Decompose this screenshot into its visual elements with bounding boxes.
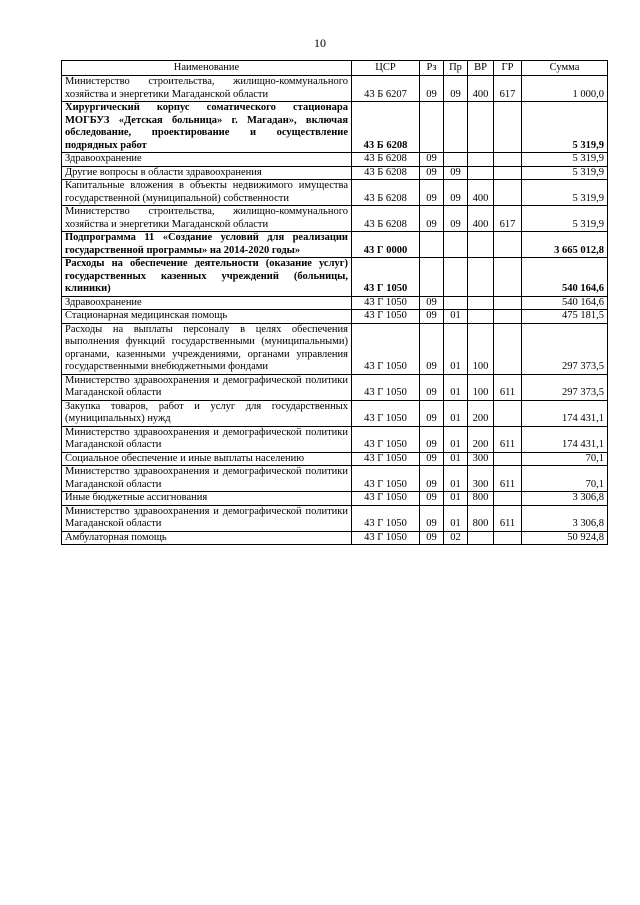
cell-name: Иные бюджетные ассигнования — [62, 492, 352, 506]
table-row — [62, 466, 608, 492]
cell-gr: 611 — [494, 374, 522, 400]
cell-sum: 70,1 — [522, 466, 608, 492]
cell-rz: 09 — [420, 180, 444, 206]
cell-pr: 01 — [444, 374, 468, 400]
header-csr: ЦСР — [352, 61, 420, 76]
cell-vr: 800 — [468, 492, 494, 506]
cell-sum: 5 319,9 — [522, 166, 608, 180]
cell-sum: 70,1 — [522, 452, 608, 466]
table-row — [62, 296, 608, 310]
table-header-row — [62, 61, 608, 76]
cell-gr — [494, 102, 522, 153]
cell-rz: 09 — [420, 492, 444, 506]
header-pr: Пр — [444, 61, 468, 76]
cell-name: Стационарная медицинская помощь — [62, 310, 352, 324]
cell-gr: 617 — [494, 76, 522, 102]
header-rz: Рз — [420, 61, 444, 76]
cell-name: Расходы на выплаты персоналу в целях обеспечения выполнения функций государственными (муниципальными) органами, казенными учреждениями, органами управления государственными внебюджетными фондами — [62, 323, 352, 374]
table-row — [62, 426, 608, 452]
page-number: 10 — [314, 36, 326, 50]
cell-sum: 5 319,9 — [522, 206, 608, 232]
cell-name: Министерство строительства, жилищно-коммунального хозяйства и энергетики Магаданской области — [62, 206, 352, 232]
cell-name: Хирургический корпус соматического стационара МОГБУЗ «Детская больница» г. Магадан», включая обследование, проектирование и осуществление подрядных работ — [62, 102, 352, 153]
cell-csr: 43 Г 1050 — [352, 374, 420, 400]
cell-vr — [468, 166, 494, 180]
cell-csr: 43 Г 1050 — [352, 296, 420, 310]
table-row — [62, 323, 608, 374]
cell-csr: 43 Г 1050 — [352, 258, 420, 297]
cell-csr: 43 Г 1050 — [352, 531, 420, 545]
cell-gr — [494, 232, 522, 258]
cell-rz: 09 — [420, 400, 444, 426]
cell-rz: 09 — [420, 76, 444, 102]
budget-table — [61, 60, 608, 545]
cell-vr: 200 — [468, 426, 494, 452]
cell-vr: 300 — [468, 466, 494, 492]
cell-csr: 43 Б 6208 — [352, 166, 420, 180]
cell-vr — [468, 310, 494, 324]
cell-name: Министерство строительства, жилищно-коммунального хозяйства и энергетики Магаданской области — [62, 76, 352, 102]
table-row — [62, 400, 608, 426]
cell-gr — [494, 531, 522, 545]
cell-sum: 5 319,9 — [522, 180, 608, 206]
table-body — [62, 76, 608, 545]
header-name: Наименование — [62, 61, 352, 76]
cell-csr: 43 Б 6208 — [352, 180, 420, 206]
cell-rz: 09 — [420, 426, 444, 452]
cell-pr — [444, 296, 468, 310]
cell-gr — [494, 153, 522, 167]
cell-vr — [468, 296, 494, 310]
cell-gr: 617 — [494, 206, 522, 232]
cell-gr — [494, 258, 522, 297]
cell-name: Социальное обеспечение и иные выплаты населению — [62, 452, 352, 466]
cell-csr: 43 Г 1050 — [352, 492, 420, 506]
cell-sum: 540 164,6 — [522, 258, 608, 297]
cell-vr: 100 — [468, 374, 494, 400]
cell-rz — [420, 258, 444, 297]
cell-name: Министерство здравоохранения и демографической политики Магаданской области — [62, 505, 352, 531]
cell-csr: 43 Г 1050 — [352, 466, 420, 492]
cell-csr: 43 Б 6208 — [352, 153, 420, 167]
cell-sum: 297 373,5 — [522, 323, 608, 374]
cell-vr: 400 — [468, 206, 494, 232]
cell-sum: 475 181,5 — [522, 310, 608, 324]
cell-name: Здравоохранение — [62, 296, 352, 310]
cell-csr: 43 Б 6207 — [352, 76, 420, 102]
cell-vr — [468, 531, 494, 545]
cell-pr — [444, 153, 468, 167]
cell-vr: 400 — [468, 180, 494, 206]
cell-csr: 43 Г 1050 — [352, 452, 420, 466]
cell-csr: 43 Г 1050 — [352, 310, 420, 324]
cell-sum: 3 306,8 — [522, 505, 608, 531]
cell-rz: 09 — [420, 374, 444, 400]
table-row — [62, 102, 608, 153]
table-row — [62, 180, 608, 206]
cell-sum: 540 164,6 — [522, 296, 608, 310]
header-sum: Сумма — [522, 61, 608, 76]
cell-sum: 174 431,1 — [522, 400, 608, 426]
cell-pr: 09 — [444, 206, 468, 232]
table-row — [62, 310, 608, 324]
cell-sum: 3 306,8 — [522, 492, 608, 506]
cell-rz: 09 — [420, 296, 444, 310]
cell-pr: 01 — [444, 466, 468, 492]
cell-vr — [468, 153, 494, 167]
cell-name: Министерство здравоохранения и демографической политики Магаданской области — [62, 466, 352, 492]
table-row — [62, 374, 608, 400]
cell-sum: 50 924,8 — [522, 531, 608, 545]
cell-rz: 09 — [420, 206, 444, 232]
table-row — [62, 531, 608, 545]
cell-rz — [420, 232, 444, 258]
cell-gr: 611 — [494, 466, 522, 492]
cell-vr: 300 — [468, 452, 494, 466]
cell-pr: 01 — [444, 310, 468, 324]
cell-pr: 02 — [444, 531, 468, 545]
header-gr: ГР — [494, 61, 522, 76]
cell-gr — [494, 310, 522, 324]
cell-pr — [444, 102, 468, 153]
cell-name: Закупка товаров, работ и услуг для государственных (муниципальных) нужд — [62, 400, 352, 426]
cell-gr: 611 — [494, 426, 522, 452]
cell-csr: 43 Б 6208 — [352, 206, 420, 232]
cell-rz: 09 — [420, 531, 444, 545]
cell-name: Другие вопросы в области здравоохранения — [62, 166, 352, 180]
cell-vr — [468, 258, 494, 297]
cell-vr: 400 — [468, 76, 494, 102]
cell-csr: 43 Г 1050 — [352, 400, 420, 426]
cell-csr: 43 Г 1050 — [352, 505, 420, 531]
cell-vr: 100 — [468, 323, 494, 374]
cell-rz — [420, 102, 444, 153]
table-row — [62, 258, 608, 297]
table-row — [62, 153, 608, 167]
cell-pr: 01 — [444, 452, 468, 466]
cell-sum: 174 431,1 — [522, 426, 608, 452]
cell-pr — [444, 258, 468, 297]
cell-vr: 800 — [468, 505, 494, 531]
cell-name: Министерство здравоохранения и демографической политики Магаданской области — [62, 426, 352, 452]
table-row — [62, 452, 608, 466]
table-row — [62, 166, 608, 180]
cell-pr: 01 — [444, 426, 468, 452]
table-row — [62, 232, 608, 258]
cell-gr: 611 — [494, 505, 522, 531]
cell-vr — [468, 232, 494, 258]
table-row — [62, 492, 608, 506]
cell-rz: 09 — [420, 166, 444, 180]
table-row — [62, 505, 608, 531]
cell-pr: 01 — [444, 492, 468, 506]
cell-vr: 200 — [468, 400, 494, 426]
cell-pr: 09 — [444, 180, 468, 206]
cell-csr: 43 Г 1050 — [352, 426, 420, 452]
cell-rz: 09 — [420, 323, 444, 374]
cell-gr — [494, 323, 522, 374]
cell-rz: 09 — [420, 505, 444, 531]
cell-pr: 01 — [444, 400, 468, 426]
cell-sum: 297 373,5 — [522, 374, 608, 400]
cell-sum: 5 319,9 — [522, 153, 608, 167]
cell-gr — [494, 400, 522, 426]
cell-pr: 01 — [444, 505, 468, 531]
cell-name: Министерство здравоохранения и демографической политики Магаданской области — [62, 374, 352, 400]
cell-csr: 43 Б 6208 — [352, 102, 420, 153]
cell-name: Амбулаторная помощь — [62, 531, 352, 545]
cell-name: Расходы на обеспечение деятельности (оказание услуг) государственных казенных учреждений (больницы, клиники) — [62, 258, 352, 297]
cell-csr: 43 Г 0000 — [352, 232, 420, 258]
cell-rz: 09 — [420, 153, 444, 167]
cell-rz: 09 — [420, 310, 444, 324]
table-row — [62, 206, 608, 232]
table-row — [62, 76, 608, 102]
cell-pr: 09 — [444, 166, 468, 180]
cell-vr — [468, 102, 494, 153]
cell-name: Подпрограмма 11 «Создание условий для реализации государственной программы» на 2014-2020 годы» — [62, 232, 352, 258]
cell-gr — [494, 180, 522, 206]
cell-pr: 01 — [444, 323, 468, 374]
cell-pr — [444, 232, 468, 258]
cell-rz: 09 — [420, 452, 444, 466]
cell-pr: 09 — [444, 76, 468, 102]
cell-sum: 1 000,0 — [522, 76, 608, 102]
cell-gr — [494, 452, 522, 466]
cell-gr — [494, 492, 522, 506]
cell-name: Здравоохранение — [62, 153, 352, 167]
cell-name: Капитальные вложения в объекты недвижимого имущества государственной (муниципальной) собственности — [62, 180, 352, 206]
header-vr: ВР — [468, 61, 494, 76]
cell-sum: 3 665 012,8 — [522, 232, 608, 258]
cell-csr: 43 Г 1050 — [352, 323, 420, 374]
cell-rz: 09 — [420, 466, 444, 492]
cell-gr — [494, 166, 522, 180]
cell-sum: 5 319,9 — [522, 102, 608, 153]
cell-gr — [494, 296, 522, 310]
